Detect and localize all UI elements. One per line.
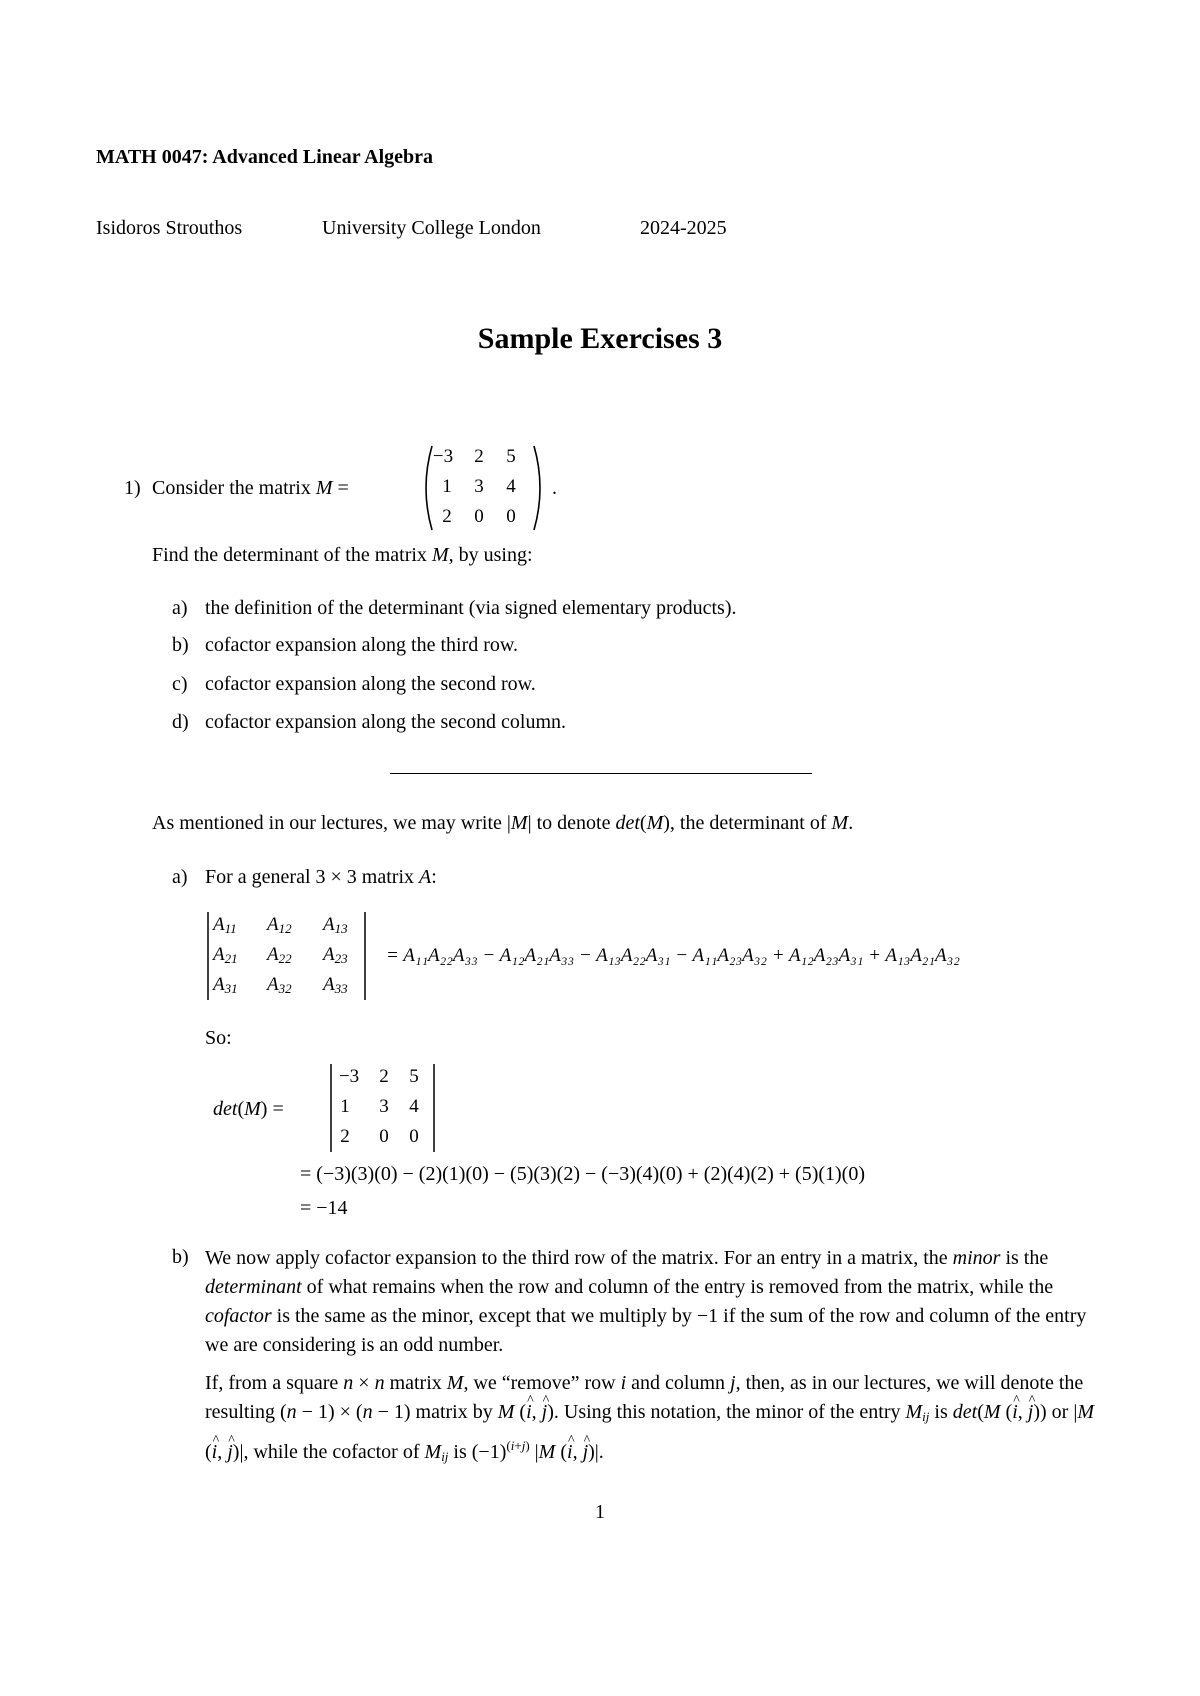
- general-determinant: [205, 910, 375, 1002]
- matrix-cell: 5: [506, 446, 516, 467]
- matrix-entry: $A_{33}$: [323, 974, 348, 996]
- matrix-entry: $A_{31}$: [213, 974, 238, 996]
- solution-b-paragraph-2: If, from a square n × n matrix M, we “remove” row i and column j, then, as in our lectures, we will denote the resulting (n − 1) × (n − 1) matrix by M (^ i, ^ j). Using this notation, the minor of the entry $M_{ij}$ is det(M (^ i, ^ j)) or |M (^ i, ^ j)|, while the cofactor of $M_{ij}$ is $(-1)^{(i+j)}$ |M (^ i, ^ j)|.: [205, 1369, 1105, 1471]
- page-number: 1: [595, 1501, 605, 1523]
- solution-a-text: For a general 3 × 3 matrix A:: [205, 866, 437, 888]
- solution-label: a): [172, 866, 188, 888]
- exercise-intro: Consider the matrix M =: [152, 477, 349, 499]
- matrix-cell: 5: [409, 1066, 419, 1087]
- matrix-cell: 1: [340, 1096, 350, 1117]
- matrix-cell: 4: [506, 476, 516, 497]
- section-divider: [390, 773, 812, 774]
- institution-name: University College London: [322, 217, 541, 239]
- det-m-label: det(M) =: [213, 1098, 284, 1120]
- exercise-prompt: Find the determinant of the matrix M, by using:: [152, 544, 533, 566]
- matrix-entry: $A_{11}$: [213, 914, 237, 936]
- so-label: So:: [205, 1027, 232, 1049]
- part-text: cofactor expansion along the second row.: [205, 673, 536, 695]
- part-text: the definition of the determinant (via signed elementary products).: [205, 597, 737, 619]
- matrix-entry: $A_{22}$: [267, 944, 292, 966]
- matrix-cell: 0: [379, 1126, 389, 1147]
- author-name: Isidoros Strouthos: [96, 217, 243, 239]
- matrix-cell: 0: [409, 1126, 419, 1147]
- matrix-cell: 4: [409, 1096, 419, 1117]
- part-text: cofactor expansion along the third row.: [205, 634, 519, 656]
- solution-label: b): [172, 1246, 189, 1268]
- matrix-cell: 0: [474, 506, 484, 527]
- exercise-number: 1): [124, 477, 141, 499]
- matrix-cell: 3: [379, 1096, 389, 1117]
- part-label: b): [172, 634, 189, 656]
- det-result: = −14: [300, 1197, 348, 1219]
- matrix-entry: $A_{12}$: [267, 914, 292, 936]
- matrix-cell: 3: [474, 476, 484, 497]
- determinant-formula: = A₁₁A₂₂A₃₃ − A₁₂A₂₁A₃₃ − A₁₃A₂₂A₃₁ − A₁₁A₂₃A₃₂ + A₁₂A₂₃A₃₁ + A₁₃A₂₁A₃₂: [386, 945, 960, 966]
- matrix-entry: $A_{13}$: [323, 914, 348, 936]
- matrix-period: .: [552, 477, 557, 499]
- matrix-cell: 2: [442, 506, 452, 527]
- matrix-cell: 0: [506, 506, 516, 527]
- solution-b-paragraph-1: We now apply cofactor expansion to the third row of the matrix. For an entry in a matrix, the minor is the determinant of what remains when the row and column of the entry is removed from the matrix, while the cofactor is the same as the minor, except that we multiply by −1 if the sum of the row and column of the entry we are considering is an odd number.: [205, 1247, 1087, 1356]
- matrix-m: [418, 442, 548, 534]
- matrix-entry: $A_{21}$: [213, 944, 238, 966]
- part-text: cofactor expansion along the second column.: [205, 711, 566, 733]
- det-m-matrix: [328, 1062, 438, 1154]
- matrix-cell: −3: [432, 446, 454, 467]
- matrix-cell: 1: [442, 476, 452, 497]
- academic-year: 2024-2025: [640, 217, 727, 239]
- part-label: a): [172, 597, 188, 619]
- course-title: MATH 0047: Advanced Linear Algebra: [96, 146, 434, 168]
- matrix-cell: 2: [379, 1066, 389, 1087]
- matrix-entry: $A_{23}$: [323, 944, 348, 966]
- part-label: d): [172, 711, 189, 733]
- matrix-cell: −3: [338, 1066, 360, 1087]
- matrix-cell: 2: [340, 1126, 350, 1147]
- solution-intro: As mentioned in our lectures, we may write |M| to denote det(M), the determinant of M.: [152, 812, 854, 834]
- det-expansion: = (−3)(3)(0) − (2)(1)(0) − (5)(3)(2) − (−3)(4)(0) + (2)(4)(2) + (5)(1)(0): [300, 1163, 865, 1185]
- page-title: Sample Exercises 3: [477, 322, 723, 355]
- part-label: c): [172, 673, 188, 695]
- matrix-cell: 2: [474, 446, 484, 467]
- matrix-entry: $A_{32}$: [267, 974, 292, 996]
